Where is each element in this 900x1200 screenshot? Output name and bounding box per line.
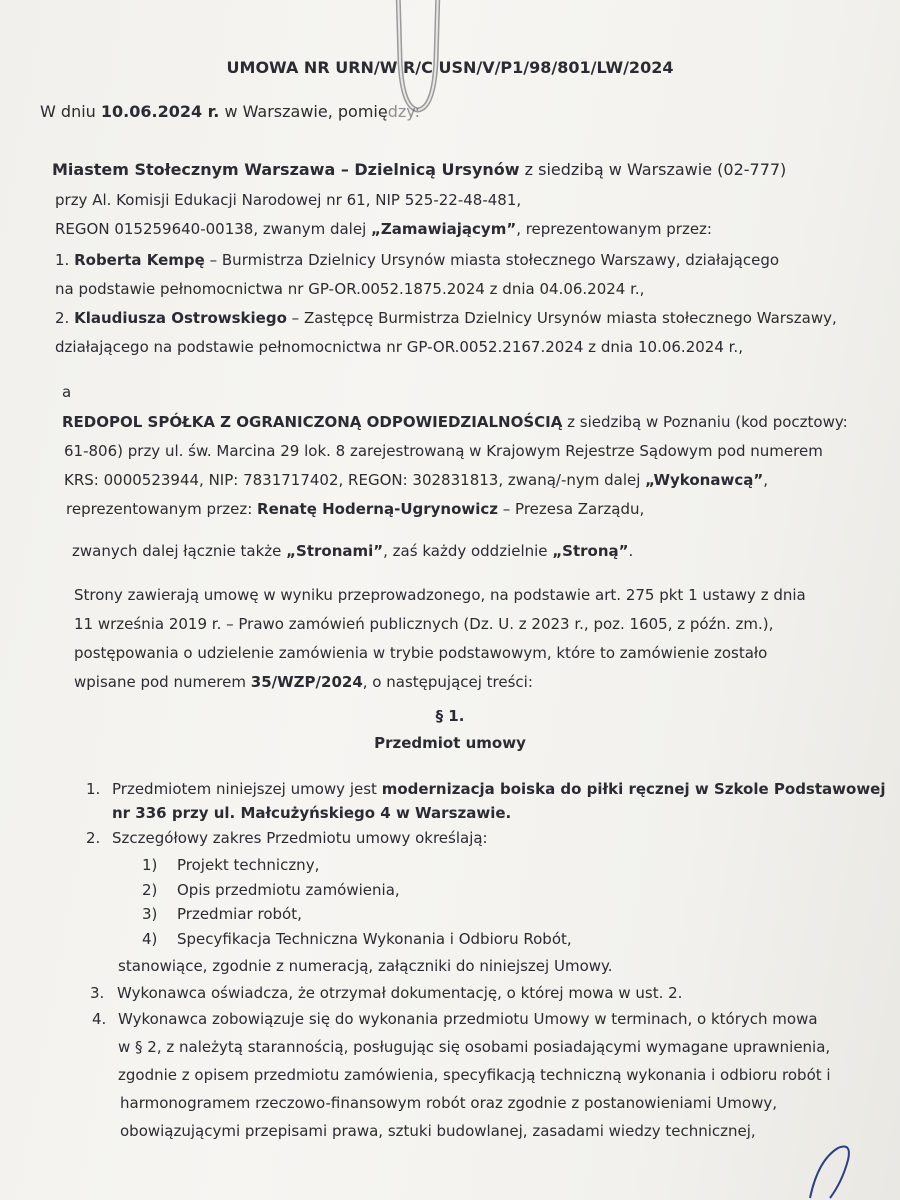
item-3-number: 3. [90,984,105,1002]
zamawiajacy-name: Miastem Stołecznym Warszawa – Dzielnicą Ursynów [52,160,520,179]
item-3-text: Wykonawca oświadcza, że otrzymał dokumentację, o której mowa w ust. 2. [117,984,683,1002]
preamble-suffix: , o następującej treści: [362,673,533,691]
rep2-role: – Zastępcę Burmistrza Dzielnicy Ursynów miasta stołecznego Warszawy, [286,309,837,327]
item-4-line: zgodnie z opisem przedmiotu zamówienia, specyfikacją techniczną wykonania i odbioru robót i [118,1066,831,1084]
intro-prefix: W dniu [40,102,101,121]
contract-date: 10.06.2024 r. [100,102,220,121]
rep1-name: Roberta Kempę [74,251,205,269]
preamble-line-3: postępowania o udzielenie zamówienia w trybie podstawowym, które to zamówienie zostało [74,644,768,662]
representative-2 [55,308,837,328]
rep2-name: Klaudiusza Ostrowskiego [74,309,287,327]
zamawiajacy-term: „Zamawiającym” [371,220,517,238]
item-1-prefix: Przedmiotem niniejszej umowy jest [112,780,382,798]
representative-role: – Prezesa Zarządu, [498,500,645,518]
zamawiajacy-line-3 [55,219,712,239]
item-4-number: 4. [92,1010,107,1028]
represented-by: , reprezentowanym przez: [516,220,712,238]
sub-item-text: Specyfikacja Techniczna Wykonania i Odbioru Robót, [177,930,572,948]
representative-1-line-2: na podstawie pełnomocnictwa nr GP-OR.0052.1875.2024 z dnia 04.06.2024 r., [55,280,645,298]
representative-2-line-2: działającego na podstawie pełnomocnictwa nr GP-OR.0052.2167.2024 z dnia 10.06.2024 r., [55,338,743,356]
preamble-line-4 [74,672,533,692]
wykonawca-line-3 [64,470,768,490]
section-symbol: § 1. [435,707,465,725]
intro-tail: dzy: [387,102,420,121]
regon-text: REGON 015259640-00138, zwanym dalej [55,220,372,238]
item-2-tail: stanowiące, zgodnie z numeracją, załączniki do niniejszej Umowy. [118,957,613,975]
item-4-line: harmonogramem rzeczowo-finansowym robót oraz zgodnie z postanowieniami Umowy, [120,1094,778,1112]
section-title: Przedmiot umowy [374,734,526,752]
parties-middle: , zaś każdy oddzielnie [383,542,553,560]
preamble-line-2: 11 września 2019 r. – Prawo zamówień publicznych (Dz. U. z 2023 r., poz. 1605, z późn. zm.), [74,615,774,633]
party-term: „Stroną” [552,542,629,560]
item-1-line-2: nr 336 przy ul. Małcużyńskiego 4 w Warszawie. [112,804,512,822]
wykonawca-name: REDOPOL SPÓŁKA Z OGRANICZONĄ ODPOWIEDZIALNOŚCIĄ [62,413,563,431]
rep2-number: 2. [55,309,75,327]
represented-prefix: reprezentowanym przez: [66,500,258,518]
parties-prefix: zwanych dalej łącznie także [72,542,287,560]
wykonawca-seat: z siedzibą w Poznaniu (kod pocztowy: [562,413,848,431]
preamble-line-1: Strony zawierają umowę w wyniku przeprowadzonego, na podstawie art. 275 pkt 1 ustawy z dnia [74,586,806,604]
item-4-line: w § 2, z należytą starannością, posługując się osobami posiadającymi wymagane uprawnienia, [118,1038,831,1056]
item-1-line-1 [112,779,886,799]
zamawiajacy-line-1 [52,160,786,180]
item-1-number: 1. [86,780,101,798]
wykonawca-line-4 [66,499,644,519]
parties-term: „Stronami” [286,542,384,560]
parties-line [72,541,633,561]
wykonawca-line-1 [62,412,848,432]
item-4-line: Wykonawca zobowiązuje się do wykonania przedmiotu Umowy w terminach, o których mowa [118,1010,818,1028]
sub-item-number: 1) [142,856,158,874]
contract-title: UMOWA NR URN/W R/C USN/V/P1/98/801/LW/2024 [226,58,674,77]
conjunction: a [62,383,72,401]
item-2-number: 2. [86,829,101,847]
item-2-text: Szczegółowy zakres Przedmiotu umowy określają: [112,829,488,847]
comma: , [763,471,768,489]
item-1-subject: modernizacja boiska do piłki ręcznej w Szkole Podstawowej [381,780,886,798]
sub-item-text: Przedmiar robót, [177,905,302,923]
signature-mark-icon [800,1140,870,1200]
representative-1 [55,250,779,270]
sub-item-number: 4) [142,930,158,948]
rep1-number: 1. [55,251,75,269]
sub-item-number: 3) [142,905,158,923]
parties-suffix: . [628,542,634,560]
procedure-number: 35/WZP/2024 [250,673,363,691]
wykonawca-representative: Renatę Hoderną-Ugrynowicz [257,500,499,518]
zamawiajacy-address: z siedzibą w Warszawie (02-777) [519,160,787,179]
rep1-role: – Burmistrza Dzielnicy Ursynów miasta stołecznego Warszawy, działającego [204,251,780,269]
zamawiajacy-line-2: przy Al. Komisji Edukacji Narodowej nr 61, NIP 525-22-48-481, [55,191,522,209]
wykonawca-term: „Wykonawcą” [645,471,764,489]
intro-suffix: w Warszawie, pomię [219,102,388,121]
preamble-prefix: wpisane pod numerem [74,673,251,691]
krs-text: KRS: 0000523944, NIP: 7831717402, REGON: 302831813, zwaną/-nym dalej [64,471,646,489]
sub-item-text: Opis przedmiotu zamówienia, [177,881,400,899]
intro-line [40,102,420,122]
wykonawca-line-2: 61-806) przy ul. św. Marcina 29 lok. 8 zarejestrowaną w Krajowym Rejestrze Sądowym pod numerem [64,442,823,460]
sub-item-text: Projekt techniczny, [177,856,320,874]
item-4-line: obowiązującymi przepisami prawa, sztuki budowlanej, zasadami wiedzy technicznej, [120,1122,756,1140]
sub-item-number: 2) [142,881,158,899]
